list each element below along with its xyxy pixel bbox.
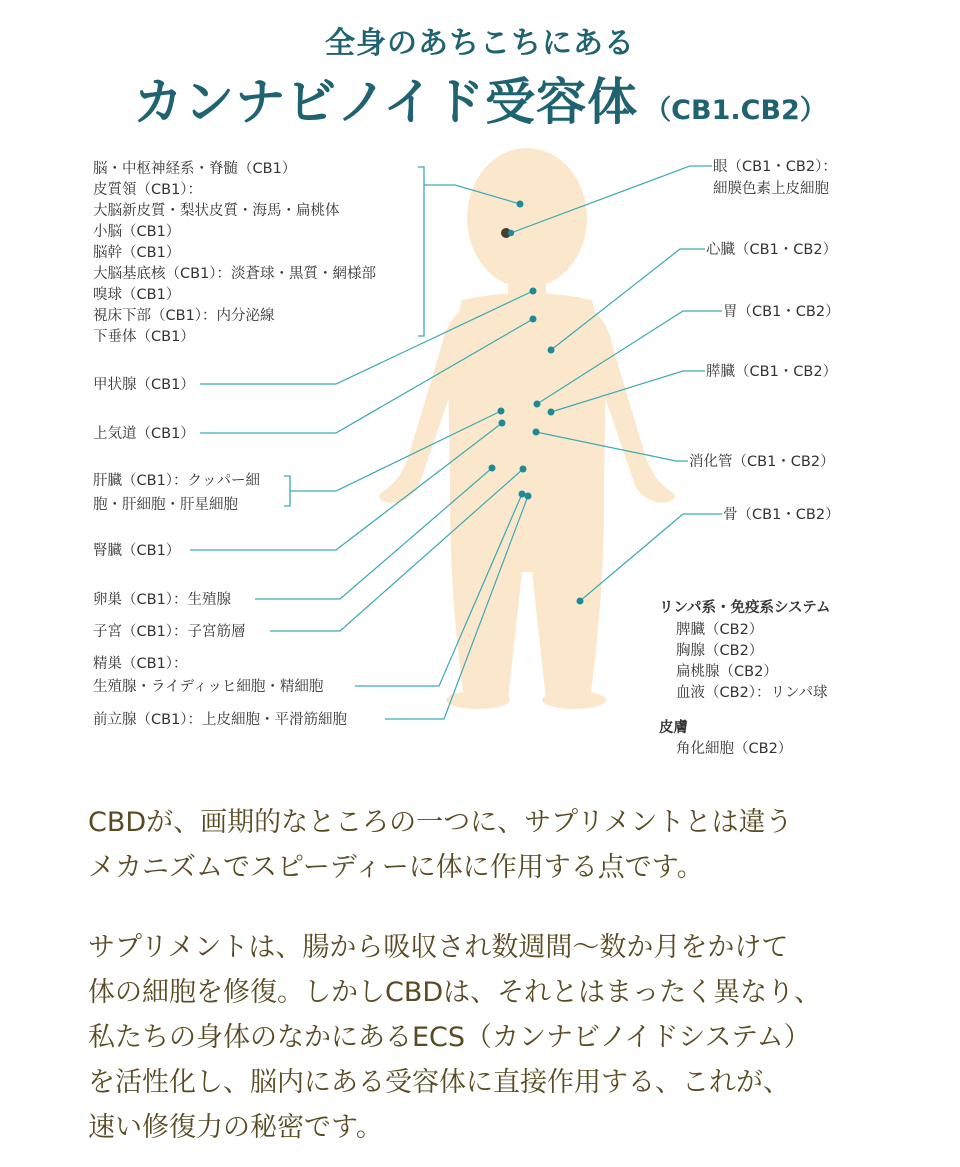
dot-eye bbox=[508, 230, 514, 236]
dot-heart bbox=[548, 347, 555, 354]
dot-bone bbox=[577, 598, 584, 605]
label-brain-3: 大脳新皮質・梨状皮質・海馬・扁桃体 bbox=[93, 203, 340, 219]
label-brain-8: 視床下部（CB1）：内分泌線 bbox=[93, 308, 275, 324]
label-lymph-3: 扁桃腺（CB2） bbox=[676, 664, 778, 680]
label-uterus: 子宮（CB1）：子宮筋層 bbox=[93, 624, 246, 640]
body-silhouette bbox=[379, 148, 675, 709]
label-liver-1: 肝臓（CB1）：クッパー細 bbox=[93, 473, 261, 489]
label-brain-7: 嗅球（CB1） bbox=[93, 287, 181, 303]
label-brain-2: 皮質領（CB1）： bbox=[93, 182, 203, 198]
dot-brain bbox=[517, 201, 524, 208]
label-skin-1: 角化細胞（CB2） bbox=[676, 741, 793, 757]
label-airway: 上気道（CB1） bbox=[93, 426, 195, 442]
brain-group-brace bbox=[418, 167, 424, 336]
label-liver-2: 胞・肝細胞・肝星細胞 bbox=[93, 497, 238, 513]
silhouette-left-foot bbox=[446, 691, 510, 709]
label-prostate: 前立腺（CB1）：上皮細胞・平滑筋細胞 bbox=[93, 712, 348, 728]
dot-stomach bbox=[534, 401, 541, 408]
label-brain-5: 脳幹（CB1） bbox=[93, 245, 181, 261]
label-stomach: 胃（CB1・CB2） bbox=[723, 304, 840, 320]
label-thyroid: 甲状腺（CB1） bbox=[93, 377, 195, 393]
label-brain-4: 小脳（CB1） bbox=[93, 224, 181, 240]
silhouette-right-foot bbox=[542, 691, 606, 709]
dot-kidney bbox=[499, 420, 506, 427]
explanation-line-3: 私たちの身体のなかにあるECS（カンナビノイドシステム） bbox=[88, 1022, 811, 1053]
label-skin-title: 皮膚 bbox=[659, 720, 688, 736]
dot-pancreas bbox=[548, 409, 555, 416]
label-eye-1: 眼（CB1・CB2）： bbox=[713, 159, 837, 175]
label-eye-2: 細膜色素上皮細胞 bbox=[713, 181, 829, 197]
explanation-line-4: を活性化し、脳内にある受容体に直接作用する、これが、 bbox=[88, 1067, 790, 1098]
label-lymph-4: 血液（CB2）：リンパ球 bbox=[676, 685, 828, 701]
dot-uterus bbox=[520, 466, 527, 473]
intro-line-2: メカニズムでスピーディーに体に作用する点です。 bbox=[88, 852, 704, 883]
explanation-paragraph bbox=[88, 925, 928, 1150]
explanation-line-5: 速い修復力の秘密です。 bbox=[88, 1112, 383, 1143]
dot-airway bbox=[530, 316, 537, 323]
explanation-line-2: 体の細胞を修復。しかしCBDは、それとはまったく異なり、 bbox=[88, 977, 822, 1008]
explanation-line-1: サプリメントは、腸から吸収され数週間〜数か月をかけて bbox=[88, 932, 789, 963]
label-testes-1: 精巣（CB1）： bbox=[93, 656, 188, 672]
dot-digestive bbox=[533, 429, 540, 436]
label-brain-6: 大脳基底核（CB1）：淡蒼球・黒質・網様部 bbox=[93, 266, 377, 282]
page-title-suffix: （CB1.CB2） bbox=[644, 95, 827, 126]
intro-paragraph bbox=[88, 800, 928, 890]
dot-thyroid bbox=[530, 288, 537, 295]
label-kidney: 腎臓（CB1） bbox=[93, 543, 181, 559]
label-heart: 心臓（CB1・CB2） bbox=[706, 242, 838, 258]
label-testes-2: 生殖腺・ライディッヒ細胞・精細胞 bbox=[93, 679, 324, 695]
label-brain-1: 脳・中枢神経系・脊髄（CB1） bbox=[93, 161, 297, 177]
label-lymph-2: 胸腺（CB2） bbox=[676, 643, 764, 659]
dot-ovary bbox=[489, 465, 496, 472]
label-brain-9: 下垂体（CB1） bbox=[93, 329, 195, 345]
dot-testes bbox=[519, 491, 526, 498]
brain-group-labels bbox=[93, 159, 377, 345]
silhouette-head bbox=[467, 148, 587, 288]
label-pancreas: 膵臓（CB1・CB2） bbox=[706, 364, 838, 380]
label-bone: 骨（CB1・CB2） bbox=[723, 507, 840, 523]
label-lymph-title: リンパ系・免疫系システム bbox=[659, 600, 831, 616]
label-ovary: 卵巣（CB1）：生殖腺 bbox=[93, 592, 232, 608]
dot-prostate bbox=[525, 493, 532, 500]
header-subtitle: 全身のあちこちにある bbox=[325, 26, 635, 61]
label-digestive: 消化管（CB1・CB2） bbox=[689, 454, 835, 470]
label-lymph-1: 脾臓（CB2） bbox=[676, 622, 764, 638]
dot-liver bbox=[498, 408, 505, 415]
liver-group-brace bbox=[284, 476, 290, 506]
intro-line-1: CBDが、画期的なところの一つに、サプリメントとは違う bbox=[88, 807, 793, 838]
page-title: カンナビノイド受容体 bbox=[133, 73, 639, 131]
